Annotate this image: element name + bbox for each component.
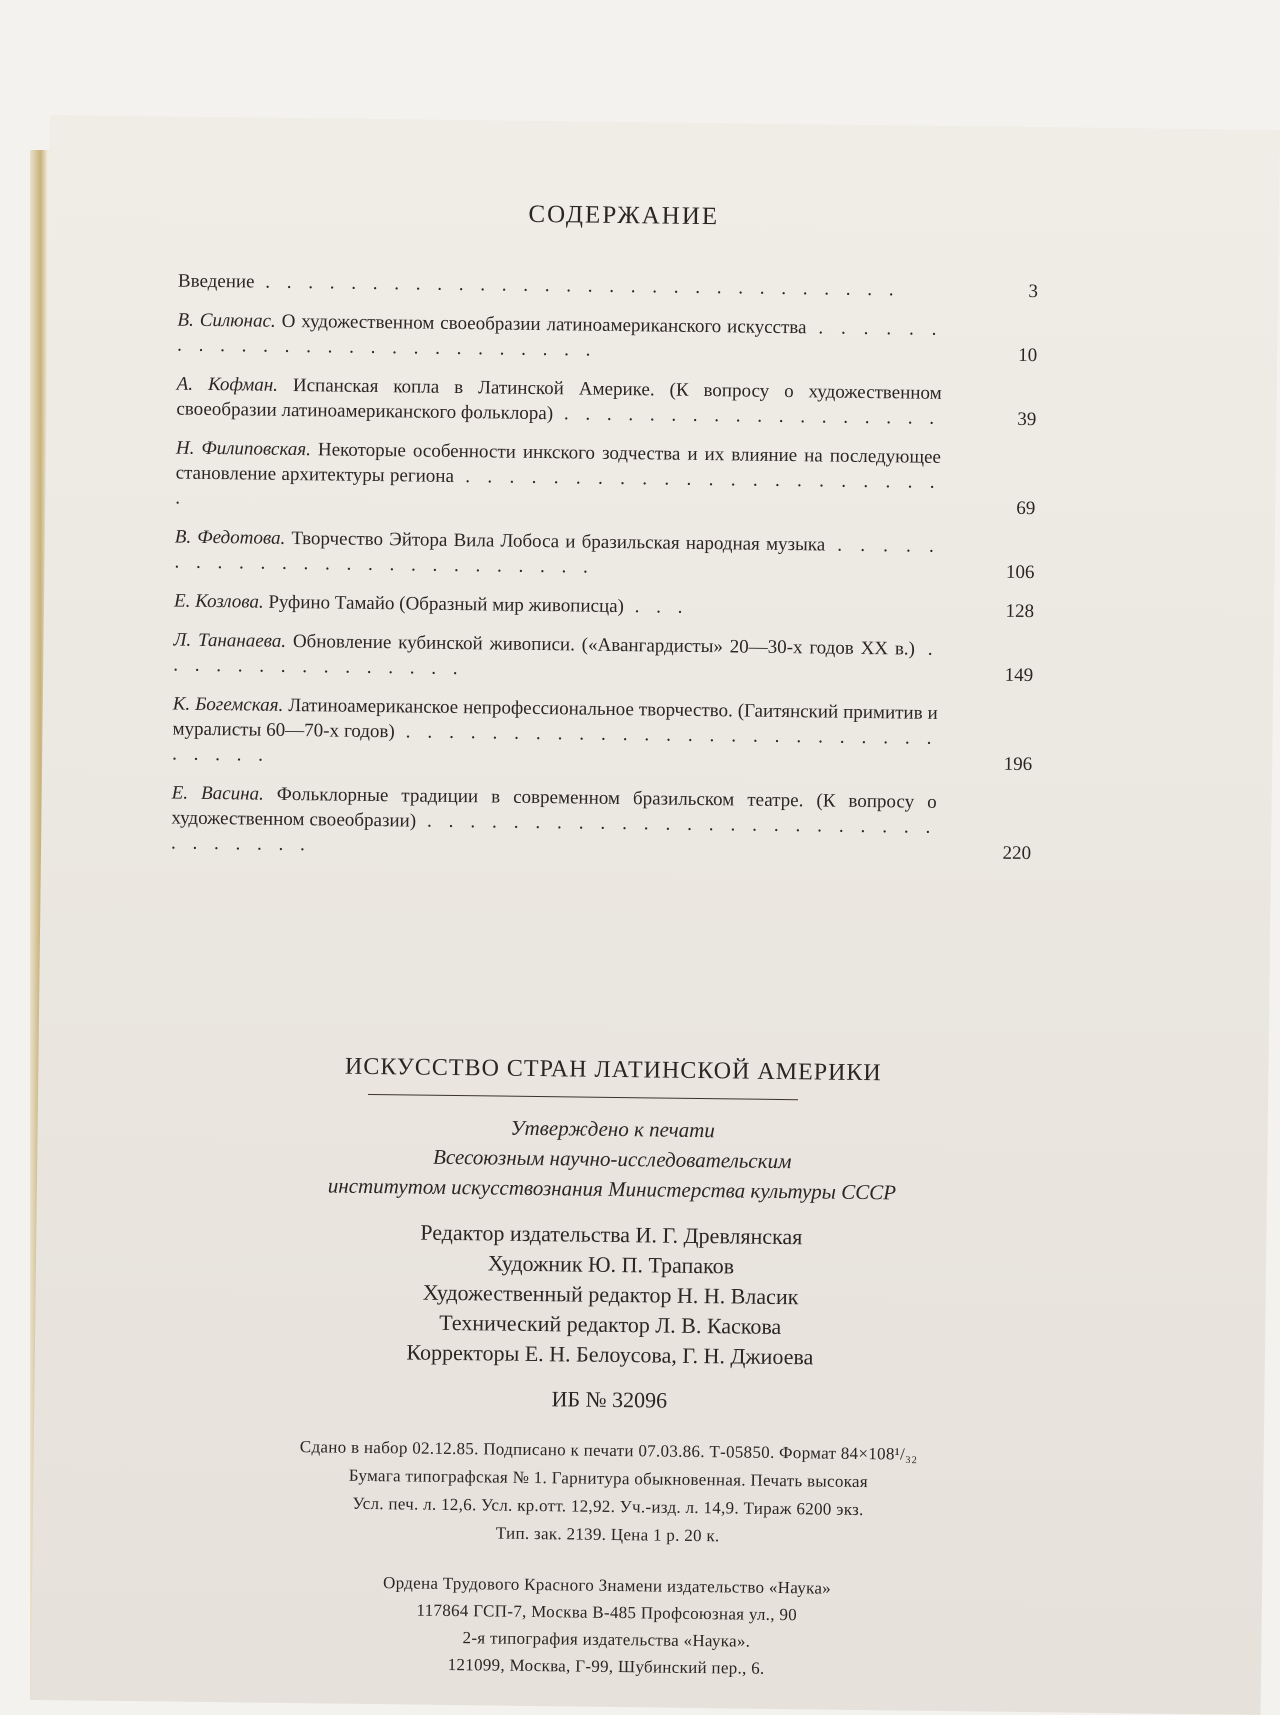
credits [35,1213,1187,1377]
toc-entry [178,269,1038,305]
toc-entry [172,692,1033,778]
toc-author: В. Федотова. [175,527,286,549]
toc-text: Фольклорные традиции в современном бразильском театре. (К вопросу о художественном своеобразии) [171,784,937,832]
toc-text: Некоторые особенности инкского зодчества и их влияние на последующее становление архитектуры региона [176,439,942,487]
toc-entry [177,308,1038,369]
toc-entry [176,372,1037,433]
toc-text: Введение [178,271,255,293]
toc-leader-dots: . . . . . . . . . . . . . . . . . . . . . . . [175,466,941,509]
toc-leader-dots: . . . . . . . . . . . . . . . . . . . . . . . . . . . . . . [172,721,938,765]
toc-page-number: 106 [974,559,1034,585]
table-of-contents [171,269,1038,880]
imprint-details [33,1430,1184,1556]
toc-page-number: 69 [975,495,1035,521]
toc-page-number: 196 [972,751,1032,777]
toc-author: Е. Васина. [172,783,264,805]
toc-leader-dots: . . . . . . . . . . . . . . . . . . [553,403,940,429]
imprint-line: Сдано в набор 02.12.85. Подписано к печати 07.03.86. Т-05850. Формат 84×108¹/₃₂ [34,1430,1184,1472]
toc-page-number: 220 [971,840,1031,866]
toc-entry [174,525,1035,586]
toc-page-number: 128 [974,598,1034,624]
toc-author: Л. Тананаева. [173,630,286,652]
imprint-line: Усл. печ. л. 12,6. Усл. кр.отт. 12,92. Уч.-изд. л. 14,9. Тираж 6200 экз. [33,1486,1183,1528]
toc-author: Н. Филиповская. [176,438,311,461]
toc-text: Руфино Тамайо (Образный мир живописца) [264,592,625,617]
toc-leader-dots: . . . [624,596,689,618]
toc-leader-dots: . . . . . . . . . . . . . . . . . . . . . . . . . . . . . . [254,272,899,301]
toc-page-number: 149 [973,662,1033,688]
credit-line: Технический редактор Л. В. Каскова [35,1303,1185,1347]
toc-author: Е. Козлова. [174,591,264,613]
approval-line: Утверждено к печати [38,1107,1188,1151]
toc-page-number: 3 [978,278,1038,304]
publisher-line: 117864 ГСП-7, Москва В-485 Профсоюзная ул., 90 [32,1592,1182,1633]
ib-number: ИБ № 32096 [34,1380,1184,1420]
toc-page-number: 10 [977,342,1037,368]
toc-leader-dots: . . . . . . . . . . . . . . . . . . . . . . . . . . . . . . . [171,811,937,856]
toc-author: А. Кофман. [177,374,279,396]
toc-page-number: 39 [976,406,1036,432]
imprint-line: Бумага типографская № 1. Гарнитура обыкновенная. Печать высокая [33,1458,1183,1500]
imprint-line: Тип. зак. 2139. Цена 1 р. 20 к. [33,1514,1183,1556]
publisher-line: Ордена Трудового Красного Знамени издательство «Наука» [32,1565,1182,1606]
toc-text: Творчество Эйтора Вила Лобоса и бразильская народная музыка [285,528,825,556]
toc-leader-dots: . . . . . . . . . . . . . . . . . . . . . . . . . . [177,317,943,360]
credit-line: Художественный редактор Н. Н. Власик [35,1273,1185,1317]
toc-text: Обновление кубинской живописи. («Авангардисты» 20—30-х годов XX в.) [286,631,915,660]
toc-leader-dots: . . . . . . . . . . . . . . . [173,639,939,679]
toc-leader-dots: . . . . . . . . . . . . . . . . . . . . . . . . . [174,535,940,578]
toc-title: СОДЕРЖАНИЕ [49,195,1199,237]
toc-entry [175,436,1036,522]
toc-text: Латиноамериканское непрофессиональное творчество. (Гаитянский примитив и муралисты 60—70-х годов) [172,695,938,742]
toc-author: К. Богемская. [173,694,284,716]
credit-line: Художник Ю. П. Трапаков [36,1243,1186,1287]
publisher-line: 2-я типография издательства «Наука». [31,1619,1181,1660]
approval-line: институтом искусствознания Министерства культуры СССР [37,1167,1187,1211]
toc-text: Испанская копла в Латинской Америке. (К вопросу о художественном своеобразии латиноамериканского фольклора) [176,375,942,424]
title-divider [368,1094,798,1100]
approval-line: Всесоюзным научно-исследовательским [37,1137,1187,1181]
toc-entry [171,781,1032,867]
toc-text: О художественном своеобразии латиноамериканского искусства [276,311,807,338]
toc-entry [173,628,1034,689]
approval-note [37,1107,1188,1211]
credit-line: Корректоры Е. Н. Белоусова, Г. Н. Джиоева [35,1333,1185,1377]
publisher-line: 121099, Москва, Г-99, Шубинский пер., 6. [31,1646,1181,1687]
book-title: ИСКУССТВО СТРАН ЛАТИНСКОЙ АМЕРИКИ [38,1050,1188,1091]
toc-author: В. Силюнас. [177,310,275,332]
credit-line: Редактор издательства И. Г. Древлянская [36,1213,1186,1257]
book-page [31,115,1280,1715]
publisher-info [31,1565,1182,1687]
toc-entry [174,589,1034,625]
